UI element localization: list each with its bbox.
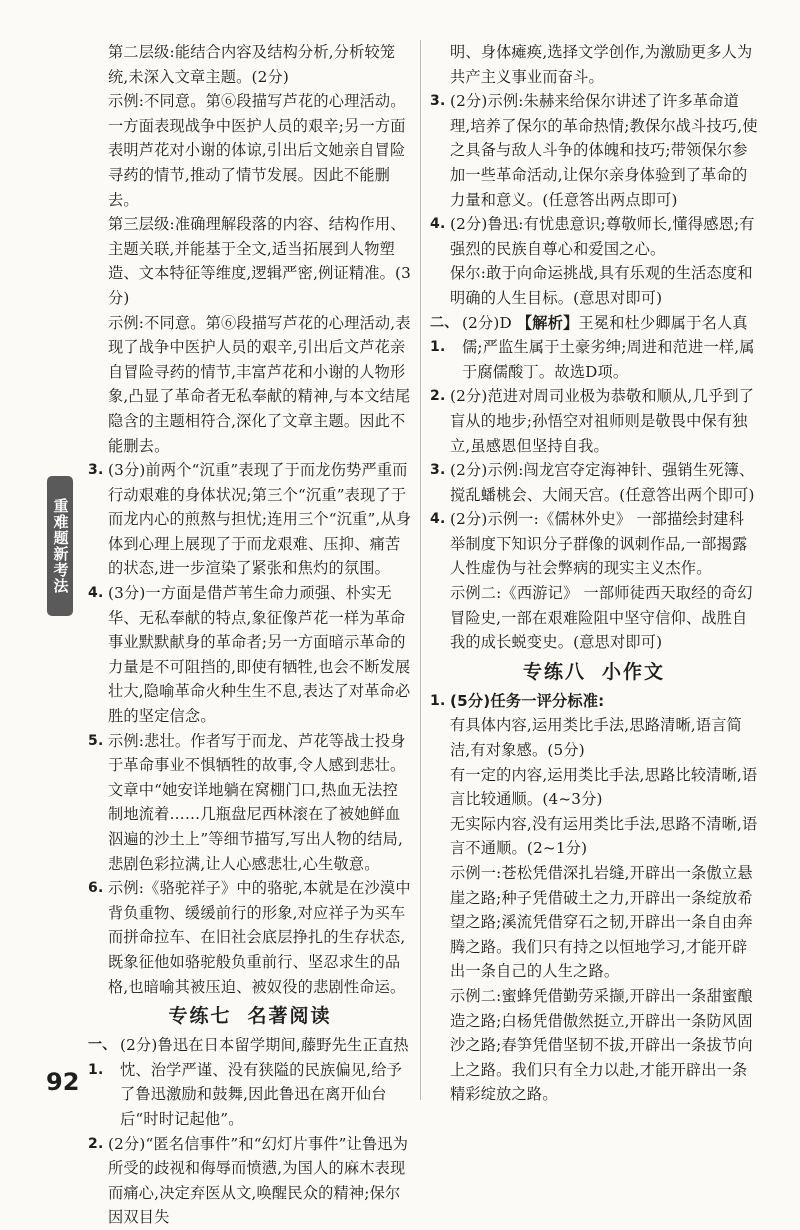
item-text: (2分)鲁迅在日本留学期间,藤野先生正直热忱、治学严谨、没有狭隘的民族偏见,给予了鲁迅激励和鼓舞,因此鲁迅在离开仙台后“时时记起他”。 — [120, 1036, 409, 1128]
answer-item-s7-two-4 — [430, 507, 758, 655]
section-label: 专练八 — [522, 660, 586, 683]
answer-item-4 — [88, 581, 412, 729]
item-text: (2分)示例:闯龙宫夺定海神针、强销生死簿、搅乱蟠桃会、大闹天宫。(任意答出两个即可) — [450, 461, 755, 504]
answer-item-s7-4 — [430, 212, 758, 310]
item-text: (3分)前两个“沉重”表现了于而龙伤势严重而行动艰难的身体状况;第三个“沉重”表现了于而龙内心的煎熬与担忧;连用三个“沉重”,从身体到心理上展现了于而龙艰难、压抑、痛苦的状态,进一步渲染了紧张和焦灼的氛围。 — [108, 461, 412, 578]
item-number: 4. — [430, 216, 446, 233]
item-number: 1. — [430, 692, 446, 709]
left-column — [88, 40, 412, 1230]
answer-item-s7-two-1 — [430, 311, 758, 385]
answer-item-s7-1 — [88, 1033, 412, 1131]
section-label: 专练七 — [168, 1005, 232, 1028]
answer-item-s7-two-3 — [430, 458, 758, 507]
example-two: 示例二:蜜蜂凭借勤劳采撷,开辟出一条甜蜜酿造之路;白杨凭借傲然挺立,开辟出一条防风固沙之路;春笋凭借坚韧不拔,开辟出一条拔节向上之路。我们只有全力以赴,才能开辟出一条精彩绽放之路。 — [450, 986, 753, 1104]
item-text — [450, 507, 758, 655]
item-number: 3. — [430, 93, 446, 110]
item-number: 4. — [88, 585, 104, 602]
item-number: 6. — [88, 880, 104, 897]
section-title-7 — [88, 999, 412, 1033]
answer-item-s7-two-2 — [430, 384, 758, 458]
level3-heading: 第三层级:准确理解段落的内容、结构作用、主题关联,并能基于全文,适当拓展到人物塑造、文本特征等维度,逻辑严密,例证精准。(3分) — [108, 215, 412, 307]
answer-item-s8-1 — [430, 689, 758, 714]
item-number: 2. — [430, 388, 446, 405]
analysis-text: 王冕和杜少卿属于名人真儒;严监生属于土豪劣绅;周进和范进一样,属于腐儒酸丁。故选D项。 — [462, 313, 755, 381]
item-number: 5. — [88, 732, 104, 749]
item-number: 3. — [88, 462, 104, 479]
item-number: 一、1. — [88, 1037, 117, 1078]
level2-example: 示例:不同意。第⑥段描写芦花的心理活动。一方面表现战争中医护人员的艰辛;另一方面表明芦花对小谢的体谅,引出后文她亲自冒险寻药的情节,推动了情节发展。因此不能删去。 — [108, 92, 406, 209]
side-tab: 重难题新考法 — [47, 476, 73, 616]
answer-item-s7-2 — [88, 1132, 412, 1230]
page-number: 92 — [46, 1068, 80, 1096]
item-number: 二、1. — [430, 314, 459, 356]
example-one: (2分)示例一:《儒林外史》 一部描绘封建科举制度下知识分子群像的讽刺作品,一部揭露人性虚伪与社会弊病的现实主义杰作。 — [450, 510, 748, 578]
example-two: 示例二:《西游记》 一部师徒西天取经的奇幻冒险史,一部在艰难险阻中坚守信仰、战胜自我的成长蜕变史。(意思对即可) — [450, 584, 753, 652]
section-title-8 — [430, 655, 758, 689]
item-text: (2分)示例:朱赫来给保尔讲述了许多革命道理,培养了保尔的革命热情;教保尔战斗技巧,使之具备与敌人斗争的体魄和技巧;带领保尔参加一些革命活动,让保尔亲身体验到了革命的力量和意义。(任意答出两点即可) — [450, 92, 758, 209]
right-column — [430, 40, 758, 1107]
analysis-tag: 【解析】 — [516, 313, 579, 332]
item-text: 示例:悲壮。作者写于而龙、芦花等战士投身于革命事业不惧牺牲的故事,令人感到悲壮。文章中“她安详地躺在窝棚门口,热血无法控制地流着……几瓶盘尼西林滚在了被她鲜血泅遍的沙土上”等细节描写,写出人物的结局,悲剧色彩拉满,让人心感悲壮,心生敬意。 — [108, 731, 406, 873]
answer-choice: (2分)D — [462, 313, 512, 332]
scoring-standard-1: 有具体内容,运用类比手法,思路清晰,语言简洁,有对象感。(5分) — [450, 716, 743, 760]
answer-item-6 — [88, 876, 412, 999]
item-number: 4. — [430, 511, 446, 528]
answer-item-3 — [88, 458, 412, 581]
column-divider — [420, 40, 421, 1100]
scoring-standard-3: 无实际内容,没有运用类比手法,思路不清晰,语言不通顺。(2~1分) — [450, 814, 758, 858]
scoring-heading: (5分)任务一评分标准: — [450, 691, 605, 710]
item-text-a: (2分)鲁迅:有忧患意识;尊敬师长,懂得感恩;有强烈的民族自尊心和爱国之心。 — [450, 215, 755, 258]
continued-text: 明、身体瘫痪,选择文学创作,为激励更多人为共产主义事业而奋斗。 — [450, 43, 753, 86]
answer-item-5 — [88, 729, 412, 877]
item-number: 3. — [430, 462, 446, 479]
section-topic: 名著阅读 — [247, 1005, 332, 1028]
answer-item-s7-3 — [430, 89, 758, 212]
item-text: 示例:《骆驼祥子》中的骆驼,本就是在沙漠中背负重物、缓缓前行的形象,对应祥子为买车而拼命拉车、在旧社会底层挣扎的生存状态,既象征他如骆驼般负重前行、坚忍求生的品格,也暗喻其被压迫、被奴役的悲剧性命运。 — [108, 879, 411, 996]
item-text: (2分)范进对周司业极为恭敬和顺从,几乎到了盲从的地步;孙悟空对祖师则是敬畏中保有独立,虽感恩但坚持自我。 — [450, 387, 755, 455]
example-one: 示例一:苍松凭借深扎岩缝,开辟出一条傲立悬崖之路;种子凭借破土之力,开辟出一条绽放希望之路;溪流凭借穿石之韧,开辟出一条自由奔腾之路。我们只有持之以恒地学习,才能开辟出一条自己的人生之路。 — [450, 864, 753, 981]
item-text: (2分)“匿名信事件”和“幻灯片事件”让鲁迅为所受的歧视和侮辱而愤懑,为国人的麻木表现而痛心,决定弃医从文,唤醒民众的精神;保尔因双目失 — [108, 1134, 409, 1227]
item-text — [450, 689, 758, 714]
item-text: (3分)一方面是借芦苇生命力顽强、朴实无华、无私奉献的特点,象征像芦花一样为革命事业默默献身的革命者;另一方面暗示革命的力量是不可阻挡的,即使有牺牲,也会不断发展壮大,隐喻革命火种生生不息,表达了对革命必胜的坚定信念。 — [108, 584, 411, 726]
item-text — [450, 212, 758, 310]
section-topic: 小作文 — [602, 660, 666, 683]
level3-example: 示例:不同意。第⑥段描写芦花的心理活动,表现了战争中医护人员的艰辛,引出后文芦花亲自冒险寻药的情节,丰富芦花和小谢的人物形象,凸显了革命者无私奉献的精神,与本文结尾隐含的主题相符合,深化了文章主题。因此不能删去。 — [108, 313, 411, 455]
level2-heading: 第二层级:能结合内容及结构分析,分析较笼统,未深入文章主题。(2分) — [108, 43, 396, 86]
item-number: 2. — [88, 1135, 104, 1152]
item-text-b: 保尔:敢于向命运挑战,具有乐观的生活态度和明确的人生目标。(意思对即可) — [450, 264, 753, 307]
scoring-standard-2: 有一定的内容,运用类比手法,思路比较清晰,语言比较通顺。(4~3分) — [450, 765, 758, 809]
item-text — [462, 311, 758, 385]
